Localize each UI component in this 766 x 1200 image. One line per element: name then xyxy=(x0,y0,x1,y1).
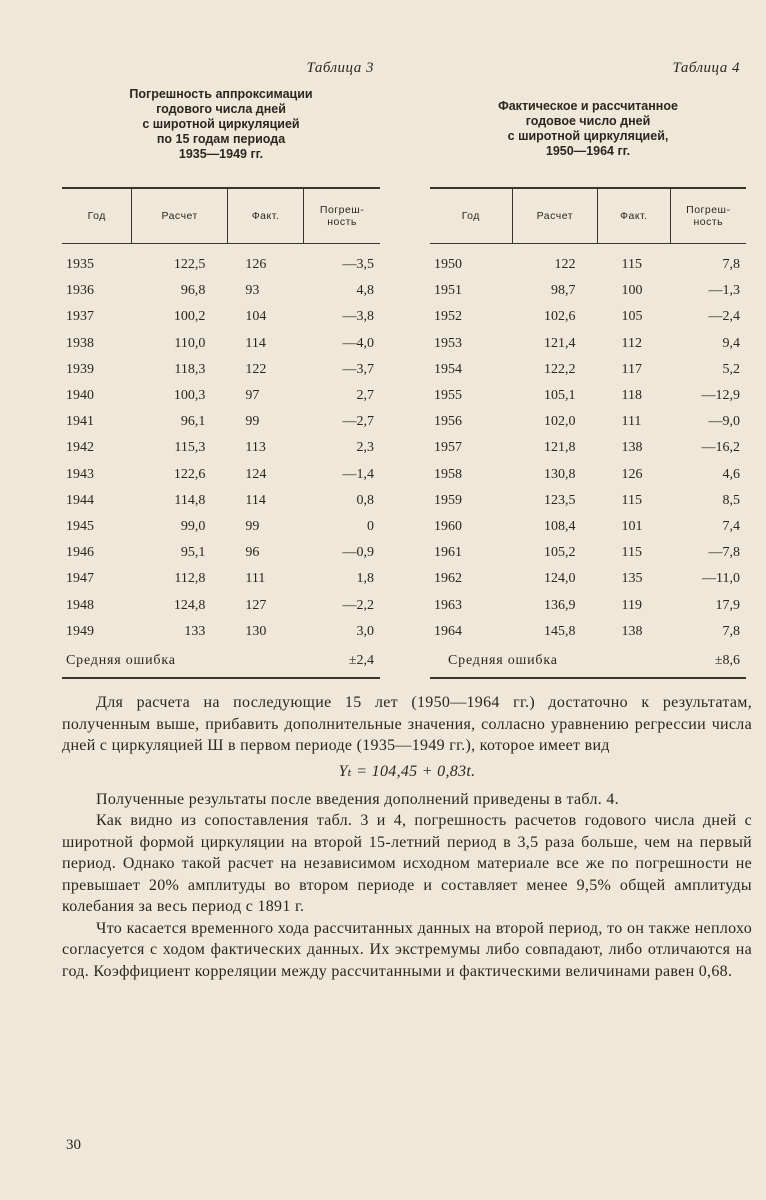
error-cell: 17,9 xyxy=(715,597,740,613)
caption-line: по 15 годам периода xyxy=(156,132,286,146)
table-header-row xyxy=(62,188,380,244)
table-row xyxy=(62,435,380,461)
fact-cell: 119 xyxy=(621,597,642,613)
fact-cell: 135 xyxy=(621,571,643,587)
header-calc: Расчет xyxy=(512,188,597,244)
average-value: ±8,6 xyxy=(670,645,746,678)
calc-cell: 122,5 xyxy=(173,257,206,273)
table-row xyxy=(430,619,746,645)
calc-cell: 124,0 xyxy=(543,571,576,587)
fact-cell: 93 xyxy=(245,283,260,299)
fact-cell: 112 xyxy=(621,335,642,351)
year-cell: 1940 xyxy=(66,388,94,404)
table-row xyxy=(62,278,380,304)
table-row xyxy=(62,244,380,279)
year-cell: 1935 xyxy=(66,257,94,273)
error-cell: 0 xyxy=(367,518,374,534)
calc-cell: 118,3 xyxy=(174,361,206,377)
year-cell: 1959 xyxy=(434,492,462,508)
caption-line: годового числа дней xyxy=(156,102,286,116)
error-cell: —1,4 xyxy=(342,466,374,482)
year-cell: 1954 xyxy=(434,361,462,377)
fact-cell: 118 xyxy=(621,388,642,404)
fact-cell: 101 xyxy=(621,518,643,534)
error-cell: —1,3 xyxy=(708,283,740,299)
fact-cell: 117 xyxy=(621,361,642,377)
fact-cell: 105 xyxy=(621,309,643,325)
fact-cell: 138 xyxy=(621,440,643,456)
fact-cell: 130 xyxy=(245,623,267,639)
calc-cell: 114,8 xyxy=(174,492,206,508)
table-3-block xyxy=(62,60,380,679)
header-error-text: Погреш- ность xyxy=(686,204,731,228)
fact-cell: 111 xyxy=(621,414,642,430)
fact-cell: 99 xyxy=(245,414,260,430)
table-row xyxy=(430,331,746,357)
caption-line: Фактическое и рассчитанное xyxy=(498,99,678,113)
calc-cell: 100,3 xyxy=(173,388,206,404)
table-4-caption xyxy=(430,87,746,187)
error-cell: —0,9 xyxy=(342,545,374,561)
fact-cell: 100 xyxy=(621,283,643,299)
paragraph: Как видно из сопоставления табл. 3 и 4, погрешность расчетов годового числа дней с широтной формой циркуляции на второй 15-летний период в 3,5 раза больше, чем на первый период. Однако такой расчет на независимом исходном материале все же по погрешности не превышает 20% амплитуды во втором периоде и составляет менее 9,5% общей амплитуды колебания за весь период с 1891 г. xyxy=(62,812,752,915)
caption-line: Погрешность аппроксимации xyxy=(129,87,313,101)
calc-cell: 102,6 xyxy=(543,309,576,325)
fact-cell: 97 xyxy=(245,388,260,404)
error-cell: —3,8 xyxy=(342,309,374,325)
table-row xyxy=(430,566,746,592)
year-cell: 1958 xyxy=(434,466,462,482)
table-4-body xyxy=(430,244,746,645)
error-cell: —2,7 xyxy=(342,414,374,430)
average-label: Средняя ошибка xyxy=(62,645,304,678)
fact-cell: 113 xyxy=(245,440,266,456)
calc-cell: 112,8 xyxy=(174,571,206,587)
year-cell: 1944 xyxy=(66,492,94,508)
calc-cell: 121,8 xyxy=(543,440,576,456)
fact-cell: 115 xyxy=(621,492,642,508)
calc-cell: 96,1 xyxy=(180,414,206,430)
table-row xyxy=(62,357,380,383)
year-cell: 1946 xyxy=(66,545,94,561)
table-row xyxy=(62,592,380,618)
fact-cell: 127 xyxy=(245,597,267,613)
year-cell: 1942 xyxy=(66,440,94,456)
table-row xyxy=(430,278,746,304)
year-cell: 1960 xyxy=(434,518,462,534)
table-row xyxy=(62,566,380,592)
table-row xyxy=(430,383,746,409)
year-cell: 1936 xyxy=(66,283,94,299)
fact-cell: 114 xyxy=(245,335,266,351)
calc-cell: 100,2 xyxy=(173,309,206,325)
table-row xyxy=(430,244,746,279)
calc-cell: 133 xyxy=(184,623,206,639)
calc-cell: 108,4 xyxy=(543,518,576,534)
year-cell: 1964 xyxy=(434,623,462,639)
calc-cell: 99,0 xyxy=(180,518,206,534)
caption-line: годовое число дней xyxy=(525,114,651,128)
fact-cell: 126 xyxy=(245,257,267,273)
calc-cell: 95,1 xyxy=(180,545,206,561)
error-cell: 7,4 xyxy=(722,518,740,534)
fact-cell: 138 xyxy=(621,623,643,639)
year-cell: 1943 xyxy=(66,466,94,482)
fact-cell: 111 xyxy=(245,571,266,587)
caption-line: 1935—1949 гг. xyxy=(178,147,264,161)
table-3-average-row xyxy=(62,645,380,678)
fact-cell: 115 xyxy=(621,545,642,561)
table-3-number: Таблица 3 xyxy=(306,60,374,76)
average-value: ±2,4 xyxy=(304,645,380,678)
fact-cell: 126 xyxy=(621,466,643,482)
table-row xyxy=(62,331,380,357)
year-cell: 1955 xyxy=(434,388,462,404)
average-label: Средняя ошибка xyxy=(430,645,670,678)
table-4-number: Таблица 4 xyxy=(672,60,740,76)
caption-line: 1950—1964 гг. xyxy=(545,144,631,158)
error-cell: 2,3 xyxy=(356,440,374,456)
year-cell: 1938 xyxy=(66,335,94,351)
table-row xyxy=(430,304,746,330)
table-4 xyxy=(430,187,746,679)
table-row xyxy=(62,304,380,330)
year-cell: 1941 xyxy=(66,414,94,430)
year-cell: 1957 xyxy=(434,440,462,456)
calc-cell: 102,0 xyxy=(543,414,576,430)
error-cell: 5,2 xyxy=(722,361,740,377)
error-cell: 4,6 xyxy=(722,466,740,482)
table-row xyxy=(430,592,746,618)
calc-cell: 105,1 xyxy=(543,388,576,404)
caption-line: с широтной циркуляцией xyxy=(142,117,300,131)
header-year: Год xyxy=(62,188,132,244)
table-header-row xyxy=(430,188,746,244)
paragraph: Что касается временного хода рассчитанных данных на второй период, то он также неплохо согласуется с ходом фактических данных. Их экстремумы либо совпадают, либо отличаются на год. Коэффициент корреляции между рассчитанными и фактическими величинами равен 0,68. xyxy=(62,919,752,980)
year-cell: 1948 xyxy=(66,597,94,613)
table-row xyxy=(430,462,746,488)
error-cell: —7,8 xyxy=(708,545,740,561)
header-year: Год xyxy=(430,188,512,244)
error-cell: —16,2 xyxy=(701,440,740,456)
error-cell: 9,4 xyxy=(722,335,740,351)
calc-cell: 105,2 xyxy=(543,545,576,561)
table-row xyxy=(62,409,380,435)
fact-cell: 115 xyxy=(621,257,642,273)
table-row xyxy=(62,383,380,409)
table-row xyxy=(430,488,746,514)
calc-cell: 110,0 xyxy=(174,335,206,351)
table-row xyxy=(62,514,380,540)
error-cell: 3,0 xyxy=(356,623,374,639)
header-calc: Расчет xyxy=(132,188,227,244)
table-row xyxy=(430,409,746,435)
header-error xyxy=(304,188,380,244)
calc-cell: 130,8 xyxy=(543,466,576,482)
error-cell: —11,0 xyxy=(702,571,740,587)
error-cell: 1,8 xyxy=(356,571,374,587)
table-row xyxy=(62,462,380,488)
table-row xyxy=(430,540,746,566)
fact-cell: 96 xyxy=(245,545,260,561)
regression-formula: Yₜ = 104,45 + 0,83t. xyxy=(338,762,476,780)
paragraph: Полученные результаты после введения дополнений приведены в табл. 4. xyxy=(96,790,619,808)
error-cell: —9,0 xyxy=(708,414,740,430)
error-cell: 4,8 xyxy=(356,283,374,299)
paragraph: Для расчета на последующие 15 лет (1950—1964 гг.) достаточно к результатам, полученным выше, прибавить дополнительные значения, солласно уравнению регрессии числа дней с циркуляцией Ш в первом периоде (1935—1949 гг.), которое имеет вид xyxy=(62,694,752,754)
error-cell: —4,0 xyxy=(342,335,374,351)
calc-cell: 123,5 xyxy=(543,492,576,508)
year-cell: 1939 xyxy=(66,361,94,377)
year-cell: 1952 xyxy=(434,309,462,325)
calc-cell: 115,3 xyxy=(174,440,206,456)
table-row xyxy=(430,514,746,540)
table-3-caption xyxy=(62,87,380,187)
fact-cell: 124 xyxy=(245,466,267,482)
body-text xyxy=(62,692,752,982)
year-cell: 1947 xyxy=(66,571,94,587)
year-cell: 1951 xyxy=(434,283,462,299)
calc-cell: 145,8 xyxy=(543,623,576,639)
error-cell: 7,8 xyxy=(722,623,740,639)
calc-cell: 136,9 xyxy=(543,597,576,613)
year-cell: 1937 xyxy=(66,309,94,325)
table-row xyxy=(62,619,380,645)
table-row xyxy=(62,488,380,514)
error-cell: 7,8 xyxy=(722,257,740,273)
fact-cell: 114 xyxy=(245,492,266,508)
table-4-average-row xyxy=(430,645,746,678)
error-cell: —2,4 xyxy=(708,309,740,325)
year-cell: 1953 xyxy=(434,335,462,351)
header-fact: Факт. xyxy=(597,188,670,244)
calc-cell: 124,8 xyxy=(173,597,206,613)
calc-cell: 122,2 xyxy=(543,361,576,377)
page-number: 30 xyxy=(66,1137,81,1153)
year-cell: 1949 xyxy=(66,623,94,639)
error-cell: —12,9 xyxy=(701,388,740,404)
calc-cell: 98,7 xyxy=(550,283,576,299)
table-3 xyxy=(62,187,380,679)
year-cell: 1956 xyxy=(434,414,462,430)
table-3-body xyxy=(62,244,380,645)
error-cell: 2,7 xyxy=(356,388,374,404)
year-cell: 1950 xyxy=(434,257,462,273)
table-row xyxy=(430,357,746,383)
fact-cell: 99 xyxy=(245,518,260,534)
calc-cell: 122,6 xyxy=(173,466,206,482)
calc-cell: 121,4 xyxy=(543,335,576,351)
year-cell: 1963 xyxy=(434,597,462,613)
year-cell: 1945 xyxy=(66,518,94,534)
caption-line: с широтной циркуляцией, xyxy=(507,129,669,143)
year-cell: 1961 xyxy=(434,545,462,561)
error-cell: 8,5 xyxy=(722,492,740,508)
error-cell: —2,2 xyxy=(342,597,374,613)
error-cell: 0,8 xyxy=(356,492,374,508)
calc-cell: 96,8 xyxy=(180,283,206,299)
header-error xyxy=(670,188,746,244)
error-cell: —3,5 xyxy=(342,257,374,273)
table-4-block xyxy=(430,60,746,679)
fact-cell: 104 xyxy=(245,309,267,325)
year-cell: 1962 xyxy=(434,571,462,587)
table-row xyxy=(430,435,746,461)
header-error-text: Погреш- ность xyxy=(319,204,365,228)
table-row xyxy=(62,540,380,566)
fact-cell: 122 xyxy=(245,361,267,377)
calc-cell: 122 xyxy=(554,257,576,273)
error-cell: —3,7 xyxy=(342,361,374,377)
header-fact: Факт. xyxy=(227,188,303,244)
